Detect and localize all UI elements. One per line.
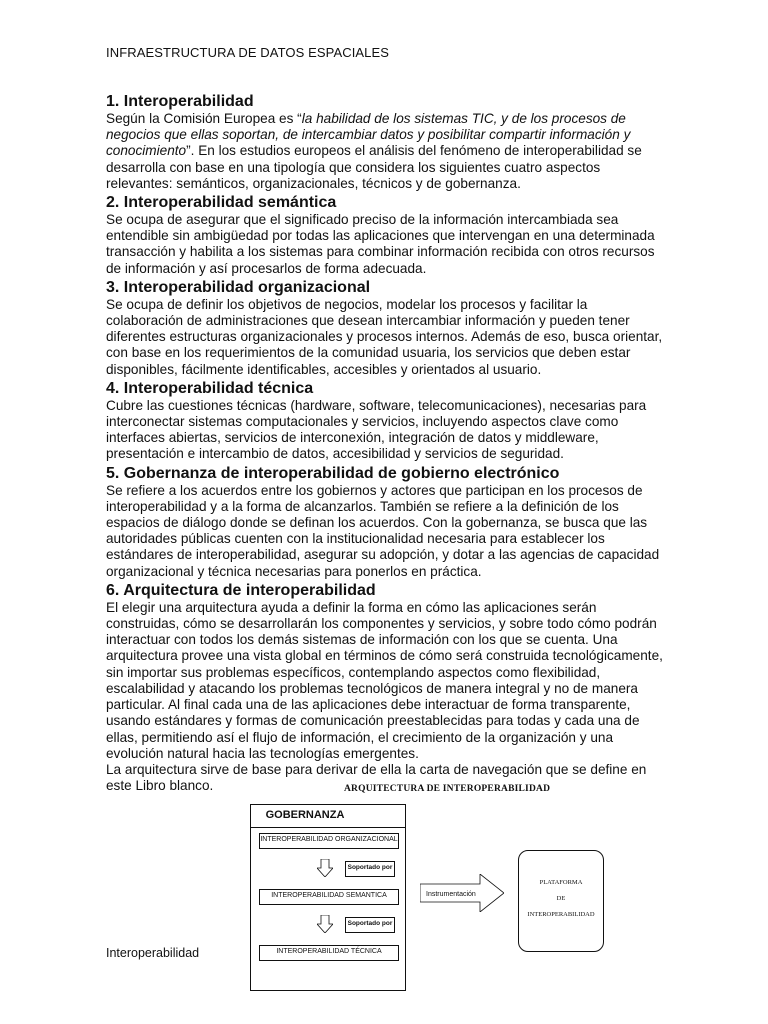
section-heading: 1. Interoperabilidad bbox=[106, 93, 254, 110]
section-heading: 6. Arquitectura de interoperabilidad bbox=[106, 581, 376, 599]
governance-box bbox=[250, 804, 406, 991]
quote-rest: ”. En los estudios europeos el análisis del fenómeno de interoperabilidad se desarrolla con base en una tipología que considera los siguientes cuatro aspectos relevantes: semánticos, organizacionales, técnicos y de gobernanza. bbox=[106, 143, 642, 191]
semantic-layer-box: INTEROPERABILIDAD SEMANTICA bbox=[259, 889, 399, 905]
organizational-layer-box: INTEROPERABILIDAD ORGANIZACIONAL bbox=[259, 833, 399, 849]
down-arrow-icon bbox=[317, 859, 333, 877]
document-body bbox=[106, 92, 666, 794]
section-paragraph: El elegir una arquitectura ayuda a definir la forma en cómo las aplicaciones serán construidas, cómo se desarrollarán los componentes y servicios, y sobre todo cómo podrán interactuar con todos los demás sistemas de información con los que se cuenta. Una arquitectura provee una vista global en términos de cómo será construida tecnológicamente, sin importar sus problemas específicos, contemplando aspectos como flexibilidad, escalabilidad y atacando los problemas tecnológicos de manera integral y no de manera particular. Al final cada una de las aplicaciones debe interactuar de forma transparente, usando estándares y formas de comunicación preestablecidas para todas y cada una de ellas, permitiendo así el flujo de información, el crecimiento de la organización y una evolución natural hacia las tecnologías emergentes. bbox=[106, 599, 663, 761]
governance-divider bbox=[251, 827, 405, 828]
supported-by-label: Soportado por bbox=[345, 861, 395, 877]
governance-label: GOBERNANZA bbox=[265, 809, 345, 821]
section-paragraph: Se ocupa de asegurar que el significado preciso de la información intercambiada sea entendible sin ambigüedad por todas las aplicaciones que intervengan en una determinada transacción y habilita a los sistemas para combinar información recibida con otros recursos de información y así procesarlos de forma adecuada. bbox=[106, 212, 655, 276]
section-heading: 4. Interoperabilidad técnica bbox=[106, 379, 314, 397]
quote-intro: Según la Comisión Europea es “ bbox=[106, 111, 302, 126]
down-arrow-icon bbox=[317, 915, 333, 933]
section-paragraph: Se refiere a los acuerdos entre los gobiernos y actores que participan en los procesos de interoperabilidad y a la forma de alcanzarlos. También se refiere a la definición de los espacios de diálogo donde se definan los acuerdos. Con la gobernanza, se busca que las autoridades públicas cuenten con la institucionalidad necesaria para establecer los estándares de interoperabilidad, asegurar su adopción, y dotar a las agencias de capacidad organizacional y técnica necesarias para ponerlos en práctica. bbox=[106, 482, 660, 579]
platform-label-line: DE bbox=[556, 895, 566, 902]
supported-by-label: Soportado por bbox=[345, 917, 395, 933]
section-heading: 3. Interoperabilidad organizacional bbox=[106, 278, 371, 296]
section-paragraph: Se ocupa de definir los objetivos de negocios, modelar los procesos y facilitar la colaboración de administraciones que desean intercambiar información y pueden tener diferentes estructuras organizacionales y procesos internos. Además de eso, busca orientar, con base en los requerimientos de la comunidad usuaria, los servicios que deben estar disponibles, fácilmente identificables, accesibles y orientados al usuario. bbox=[106, 296, 663, 377]
section-heading: 2. Interoperabilidad semántica bbox=[106, 194, 337, 212]
platform-label-line: PLATAFORMA bbox=[539, 879, 583, 886]
section-paragraph bbox=[106, 111, 666, 192]
side-caption: Interoperabilidad bbox=[106, 946, 200, 960]
figure-title: ARQUITECTURA DE INTEROPERABILIDAD bbox=[344, 784, 551, 794]
architecture-figure bbox=[244, 782, 614, 992]
platform-label-line: INTEROPERABILIDAD bbox=[527, 911, 595, 918]
section-paragraph: La arquitectura sirve de base para derivar de ella la carta de navegación que se define en este Libro blanco. bbox=[106, 761, 647, 794]
section-heading: 5. Gobernanza de interoperabilidad de gobierno electrónico bbox=[106, 464, 560, 482]
right-arrow-icon bbox=[420, 874, 504, 912]
technical-layer-box: INTEROPERABILIDAD TÉCNICA bbox=[259, 945, 399, 961]
arrow-label: Instrumentación bbox=[426, 891, 476, 898]
document-title: INFRAESTRUCTURA DE DATOS ESPACIALES bbox=[106, 45, 390, 60]
section-paragraph: Cubre las cuestiones técnicas (hardware, software, telecomunicaciones), necesarias para interconectar sistemas computacionales y servicios, incluyendo aspectos clave como interfaces abiertas, servicios de interconexión, integración de datos y middleware, presentación e intercambio de datos, accesibilidad y servicios de seguridad. bbox=[106, 397, 647, 462]
quote-text: la habilidad de los sistemas TIC, y de los procesos de negocios que ellas soportan, de intercambiar datos y posibilitar compartir información y conocimiento bbox=[106, 111, 631, 159]
platform-box bbox=[518, 850, 604, 952]
